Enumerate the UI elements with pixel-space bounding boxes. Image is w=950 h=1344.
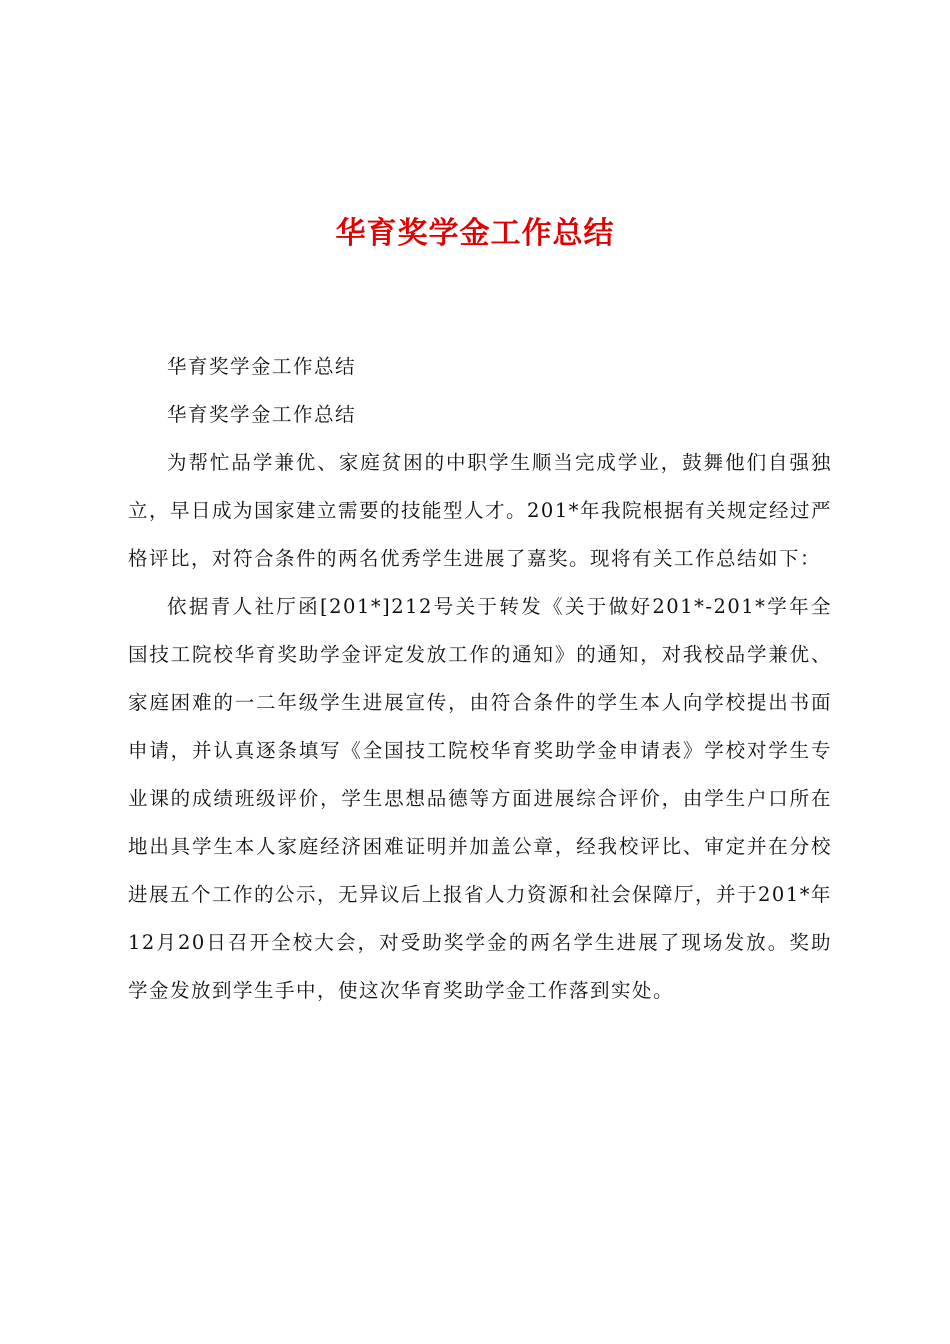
process-paragraph: 依据青人社厅函[201*]212号关于转发《关于做好201*-201*学年全国技工院校华育奖助学金评定发放工作的通知》的通知，对我校品学兼优、家庭困难的一二年级学生进展宣传，由符合条件的学生本人向学校提出书面申请，并认真逐条填写《全国技工院校华育奖助学金申请表》学校对学生专业课的成绩班级评价，学生思想品德等方面进展综合评价，由学生户口所在地出具学生本人家庭经济困难证明并加盖公章，经我校评比、审定并在分校进展五个工作的公示，无异议后上报省人力资源和社会保障厅，并于201*年12月20日召开全校大会，对受助奖学金的两名学生进展了现场发放。奖助学金发放到学生手中，使这次华育奖助学金工作落到实处。 — [128, 595, 832, 1002]
subtitle-line-2: 华育奖学金工作总结 — [167, 403, 357, 426]
intro-paragraph: 为帮忙品学兼优、家庭贫困的中职学生顺当完成学业，鼓舞他们自强独立，早日成为国家建立需要的技能型人才。201*年我院根据有关规定经过严格评比，对符合条件的两名优秀学生进展了嘉奖。现将有关工作总结如下： — [128, 451, 832, 570]
document-body — [128, 343, 832, 1015]
subtitle-line-1: 华育奖学金工作总结 — [167, 355, 357, 378]
document-title: 华育奖学金工作总结 — [335, 216, 615, 251]
